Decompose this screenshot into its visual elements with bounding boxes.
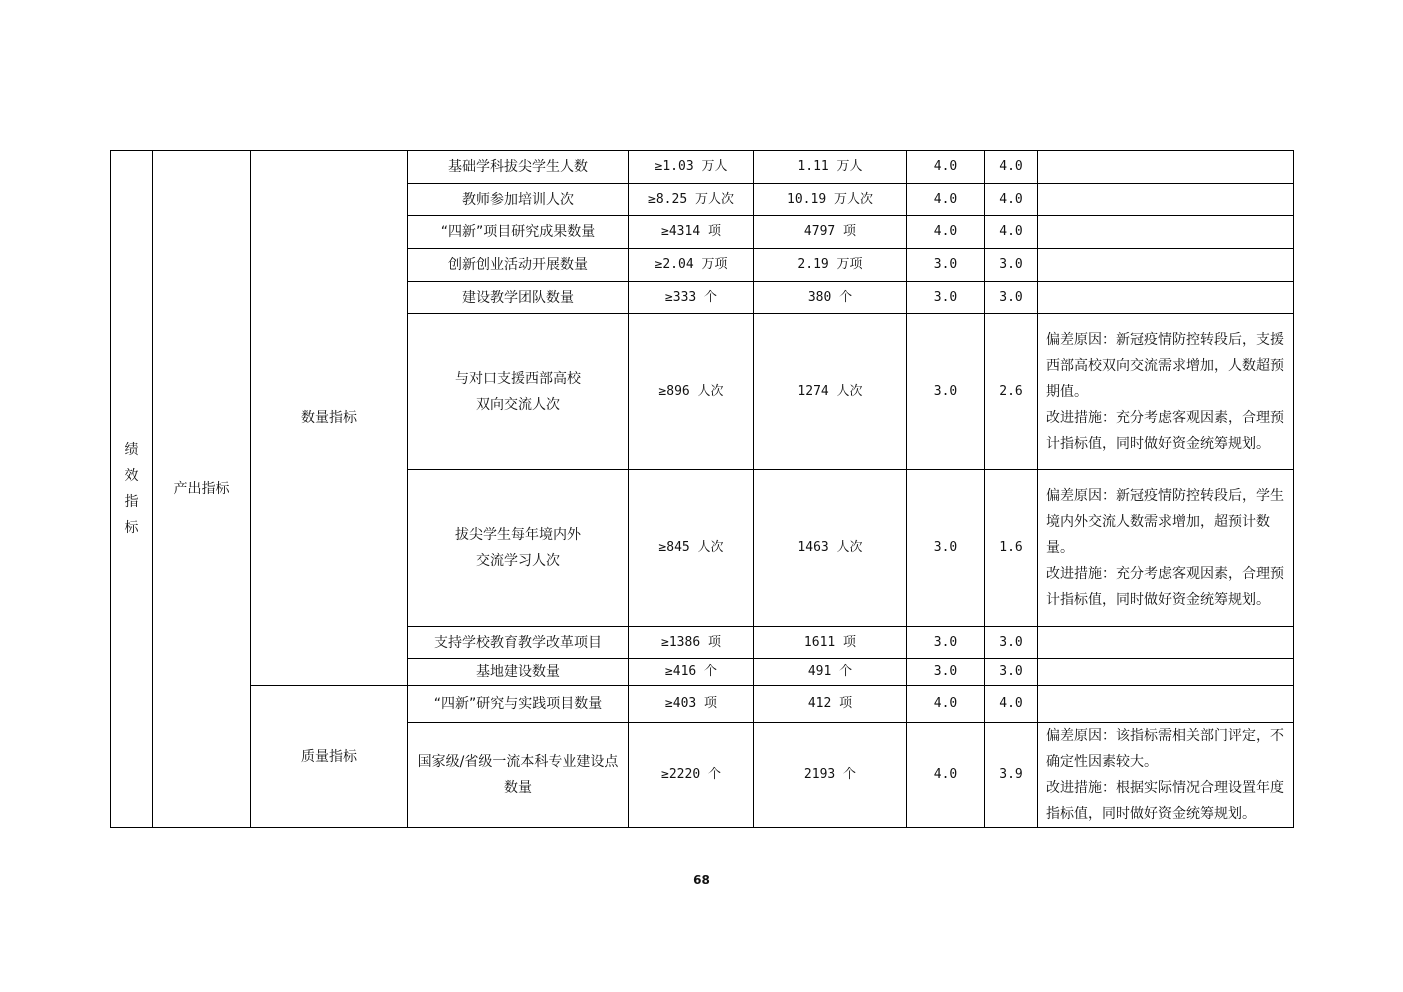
indicator-name: 创新创业活动开展数量 [408,249,629,282]
actual-value: 1463 人次 [754,470,907,627]
actual-value: 380 个 [754,282,907,314]
remark-cell [1038,282,1294,314]
remark-cell [1038,184,1294,216]
indicator-name: 基地建设数量 [408,659,629,686]
target-value: ≥403 项 [629,686,754,723]
score-value: 3.0 [985,659,1038,686]
indicator-name: 教师参加培训人次 [408,184,629,216]
indicator-name: 支持学校教育教学改革项目 [408,627,629,659]
weight-value: 4.0 [907,184,985,216]
group-quantity-cell: 数量指标 [251,151,408,686]
table-row [111,686,1294,723]
score-value: 4.0 [985,151,1038,184]
indicator-name: 建设教学团队数量 [408,282,629,314]
target-value: ≥4314 项 [629,216,754,249]
remark-cell: 偏差原因：该指标需相关部门评定，不确定性因素较大。 改进措施：根据实际情况合理设置年度指标值，同时做好资金统筹规划。 [1038,723,1294,828]
remark-cell [1038,249,1294,282]
indicator-name: “四新”项目研究成果数量 [408,216,629,249]
score-value: 4.0 [985,184,1038,216]
remark-cell: 偏差原因：新冠疫情防控转段后，支援西部高校双向交流需求增加，人数超预期值。 改进措施：充分考虑客观因素，合理预计指标值，同时做好资金统筹规划。 [1038,314,1294,470]
actual-value: 10.19 万人次 [754,184,907,216]
indicator-name: 国家级/省级一流本科专业建设点数量 [408,723,629,828]
remark-cell [1038,627,1294,659]
score-value: 4.0 [985,216,1038,249]
performance-indicator-table [110,150,1294,828]
score-value: 1.6 [985,470,1038,627]
actual-value: 1274 人次 [754,314,907,470]
remark-cell: 偏差原因：新冠疫情防控转段后，学生境内外交流人数需求增加，超预计数量。 改进措施：充分考虑客观因素，合理预计指标值，同时做好资金统筹规划。 [1038,470,1294,627]
weight-value: 3.0 [907,249,985,282]
actual-value: 412 项 [754,686,907,723]
target-value: ≥416 个 [629,659,754,686]
score-value: 3.0 [985,249,1038,282]
level1-label: 绩 效 指 标 [124,442,139,536]
weight-value: 4.0 [907,723,985,828]
weight-value: 3.0 [907,659,985,686]
indicator-name: 与对口支援西部高校 双向交流人次 [408,314,629,470]
indicator-name: 基础学科拔尖学生人数 [408,151,629,184]
table-row [111,151,1294,184]
weight-value: 4.0 [907,686,985,723]
actual-value: 2.19 万项 [754,249,907,282]
target-value: ≥8.25 万人次 [629,184,754,216]
score-value: 3.9 [985,723,1038,828]
actual-value: 491 个 [754,659,907,686]
score-value: 3.0 [985,627,1038,659]
target-value: ≥2.04 万项 [629,249,754,282]
actual-value: 1.11 万人 [754,151,907,184]
remark-cell [1038,659,1294,686]
target-value: ≥333 个 [629,282,754,314]
weight-value: 3.0 [907,282,985,314]
target-value: ≥1386 项 [629,627,754,659]
level2-cell: 产出指标 [153,151,251,828]
score-value: 2.6 [985,314,1038,470]
indicator-name: “四新”研究与实践项目数量 [408,686,629,723]
indicator-name: 拔尖学生每年境内外 交流学习人次 [408,470,629,627]
target-value: ≥1.03 万人 [629,151,754,184]
actual-value: 2193 个 [754,723,907,828]
remark-cell [1038,151,1294,184]
score-value: 3.0 [985,282,1038,314]
target-value: ≥2220 个 [629,723,754,828]
weight-value: 4.0 [907,216,985,249]
actual-value: 4797 项 [754,216,907,249]
weight-value: 4.0 [907,151,985,184]
weight-value: 3.0 [907,314,985,470]
target-value: ≥845 人次 [629,470,754,627]
actual-value: 1611 项 [754,627,907,659]
score-value: 4.0 [985,686,1038,723]
target-value: ≥896 人次 [629,314,754,470]
remark-cell [1038,686,1294,723]
remark-cell [1038,216,1294,249]
weight-value: 3.0 [907,470,985,627]
page-number: 68 [693,873,710,887]
group-quality-cell: 质量指标 [251,686,408,828]
level1-cell [111,151,153,828]
weight-value: 3.0 [907,627,985,659]
